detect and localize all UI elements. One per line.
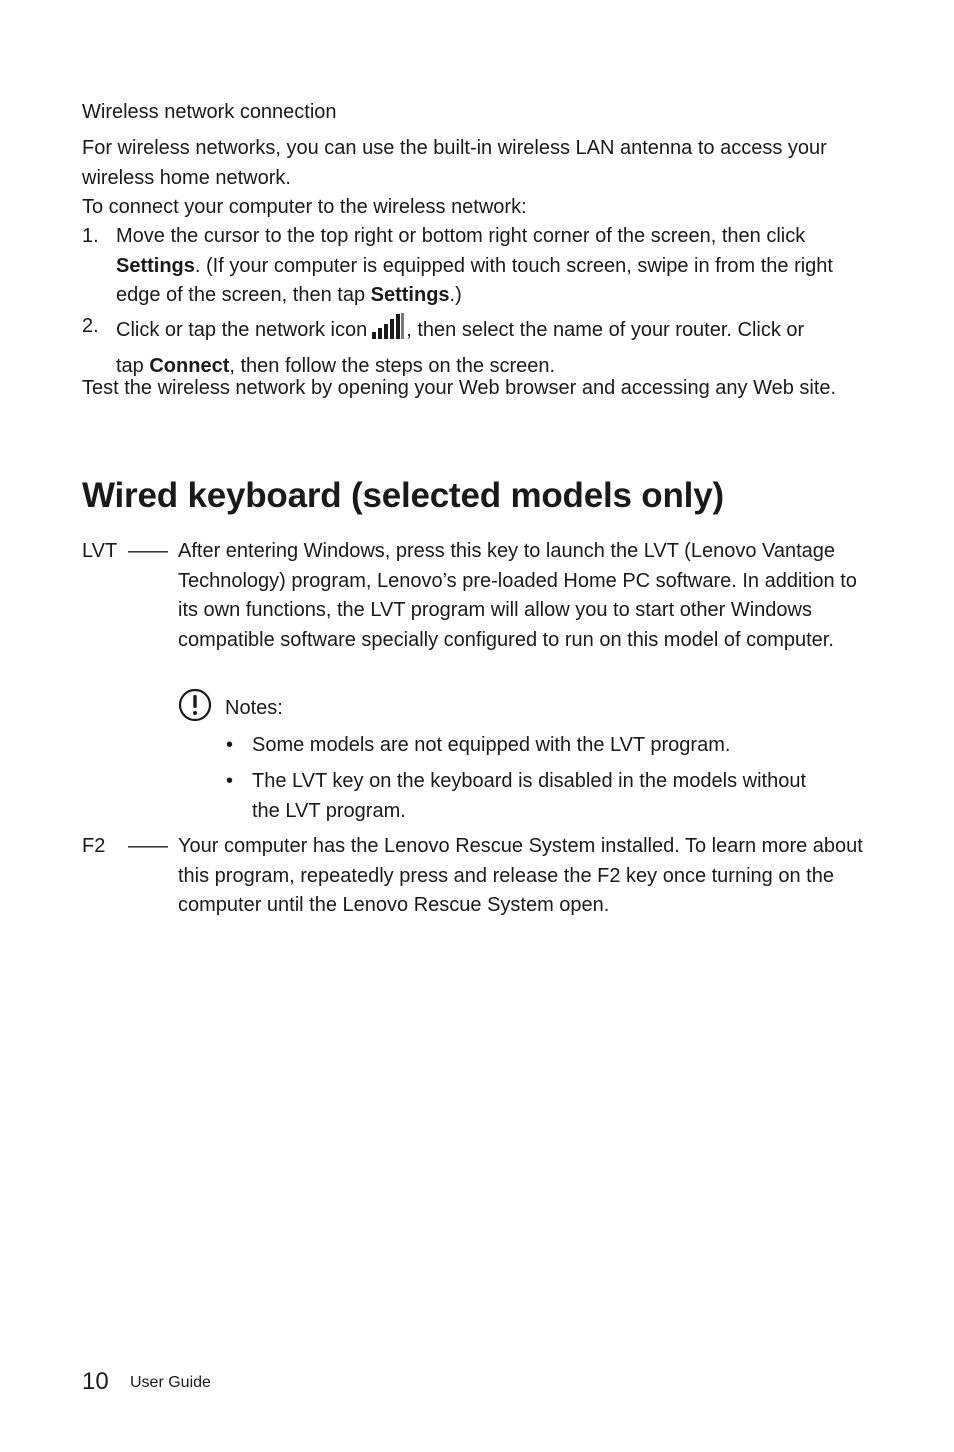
exclamation-circle-icon bbox=[178, 688, 212, 727]
step-text: . (If your computer is equipped with touch screen, swipe in from the right edge of the screen, then tap bbox=[116, 254, 833, 306]
key-description-f2: Your computer has the Lenovo Rescue System installed. To learn more about this program, repeatedly press and release the F2 key once turning on the computer until the Lenovo Rescue System open. bbox=[178, 835, 863, 916]
em-dash: —— bbox=[128, 540, 168, 562]
step-text: , then follow the steps on the screen. bbox=[229, 354, 556, 377]
em-dash: —— bbox=[128, 835, 168, 857]
key-label-lvt: LVT bbox=[82, 540, 118, 562]
bullet-dot: • bbox=[226, 734, 234, 756]
bullet-dot: • bbox=[226, 770, 234, 792]
step-text: .) bbox=[449, 284, 462, 306]
key-description-lvt: After entering Windows, press this key to launch the LVT (Lenovo Vantage Technology) program, Lenovo’s pre-loaded Home PC software. In addition to its own functions, the LVT program will allow you to start other Windows compatible software specially configured to run on this model of computer. bbox=[178, 540, 857, 651]
paragraph-connect-intro: To connect your computer to the wireless network: bbox=[82, 196, 527, 218]
step-text: Click or tap the network icon bbox=[116, 319, 368, 341]
key-label-f2: F2 bbox=[82, 835, 106, 857]
page-number: 10 bbox=[82, 1368, 109, 1395]
notes-label: Notes: bbox=[225, 697, 283, 719]
paragraph-wireless-intro: For wireless networks, you can use the built-in wireless LAN antenna to access your wireless home network. bbox=[82, 137, 827, 189]
paragraph-test-network: Test the wireless network by opening your Web browser and accessing any Web site. bbox=[82, 377, 837, 399]
step-text: Move the cursor to the top right or bottom right corner of the screen, then click bbox=[116, 225, 806, 247]
settings-term: Settings bbox=[370, 284, 450, 306]
list-item-text bbox=[116, 312, 876, 381]
list-item-text bbox=[116, 222, 876, 311]
step-text: tap bbox=[116, 354, 150, 377]
settings-term: Settings bbox=[116, 254, 195, 277]
step-text: , then select the name of your router. Click or bbox=[406, 319, 805, 341]
page-title: Wired keyboard (selected models only) bbox=[82, 476, 724, 515]
bullet-text: Some models are not equipped with the LVT program. bbox=[252, 734, 731, 756]
list-number: 2. bbox=[82, 315, 99, 337]
bullet-text: The LVT key on the keyboard is disabled in the models without the LVT program. bbox=[252, 770, 807, 822]
section-subheading: Wireless network connection bbox=[82, 101, 337, 123]
connect-term: Connect bbox=[149, 354, 230, 377]
network-signal-icon bbox=[371, 312, 405, 350]
footer-label: User Guide bbox=[130, 1374, 211, 1391]
list-number: 1. bbox=[82, 225, 99, 247]
